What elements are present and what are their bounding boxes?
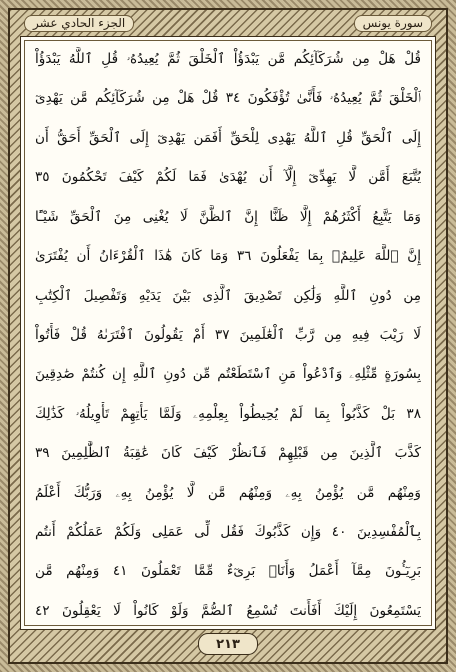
- text-line: مِن دُونِ ٱللَّهِ وَلَٰكِن تَصْدِيقَ ٱلَّذِى بَيْنَ يَدَيْهِ وَتَفْصِيلَ ٱلْكِتَٰبِ: [35, 287, 421, 304]
- text-panel: [20, 36, 436, 630]
- text-line: إِنَّ ٱللَّهَ عَلِيمٌۢ بِمَا يَفْعَلُونَ ٣٦ وَمَا كَانَ هَٰذَا ٱلْقُرْءَانُ أَن يُفْتَرَىٰ: [35, 248, 421, 265]
- text-line: وَمَا يَتَّبِعُ أَكْثَرُهُمْ إِلَّا ظَنًّا إِنَّ ٱلظَّنَّ لَا يُغْنِى مِنَ ٱلْحَقِّ شَيْـًٔا: [35, 208, 421, 225]
- page-number-badge: [198, 633, 258, 655]
- text-line: بِسُورَةٍ مِّثْلِهِۦ وَٱدْعُواْ مَنِ ٱسْتَطَعْتُم مِّن دُونِ ٱللَّهِ إِن كُنتُمْ صَٰدِقِينَ: [35, 366, 421, 383]
- text-line: ٱلْخَلْقَ ثُمَّ يُعِيدُهُۥ فَأَنَّىٰ تُؤْفَكُونَ ٣٤ قُلْ هَلْ مِن شُرَكَآئِكُم مَّن يَهْدِىٓ: [35, 90, 421, 107]
- text-line: إِلَى ٱلْحَقِّ قُلِ ٱللَّهُ يَهْدِى لِلْحَقِّ أَفَمَن يَهْدِىٓ إِلَى ٱلْحَقِّ أَحَقُّ أَن: [35, 129, 421, 146]
- text-line: بِٱلْمُفْسِدِينَ ٤٠ وَإِن كَذَّبُوكَ فَقُل لِّى عَمَلِى وَلَكُمْ عَمَلُكُمْ أَنتُم: [35, 524, 421, 541]
- text-line: قُلْ هَلْ مِن شُرَكَآئِكُم مَّن يَبْدَؤُاْ ٱلْخَلْقَ ثُمَّ يُعِيدُهُۥ قُلِ ٱللَّهُ يَبْدَؤُاْ: [35, 51, 421, 67]
- text-line: وَمِنْهُم مَّن يُؤْمِنُ بِهِۦ وَمِنْهُم مَّن لَّا يُؤْمِنُ بِهِۦ وَرَبُّكَ أَعْلَمُ: [35, 484, 421, 501]
- quran-text: [35, 47, 421, 623]
- text-line: يُتَّبَعَ أَمَّن لَّا يَهِدِّىٓ إِلَّآ أَن يُهْدَىٰ فَمَا لَكُمْ كَيْفَ تَحْكُمُونَ ٣٥: [35, 169, 421, 186]
- juz-label: الجزء الحادي عشر: [24, 15, 134, 32]
- page-header: [24, 14, 432, 32]
- ornamental-border: [8, 8, 448, 664]
- page-number: ٢١٣: [216, 636, 240, 652]
- text-line: لَا رَيْبَ فِيهِ مِن رَّبِّ ٱلْعَٰلَمِينَ ٣٧ أَمْ يَقُولُونَ ٱفْتَرَىٰهُ قُلْ فَأْتُواْ: [35, 326, 421, 343]
- text-line: يَسْتَمِعُونَ إِلَيْكَ أَفَأَنتَ تُسْمِعُ ٱلصُّمَّ وَلَوْ كَانُواْ لَا يَعْقِلُونَ ٤٢: [35, 602, 421, 619]
- text-line: كَذَّبَ ٱلَّذِينَ مِن قَبْلِهِمْ فَٱنظُرْ كَيْفَ كَانَ عَٰقِبَةُ ٱلظَّٰلِمِينَ ٣٩: [35, 445, 421, 462]
- text-line: ٣٨ بَلْ كَذَّبُواْ بِمَا لَمْ يُحِيطُواْ بِعِلْمِهِۦ وَلَمَّا يَأْتِهِمْ تَأْوِيلُهُۥ كَذَٰلِكَ: [35, 405, 421, 422]
- surah-label: سورة يونس: [354, 15, 432, 32]
- text-line: بَرِيٓـُٔونَ مِمَّآ أَعْمَلُ وَأَنَا۠ بَرِىٓءٌ مِّمَّا تَعْمَلُونَ ٤١ وَمِنْهُم مَّن: [35, 563, 421, 580]
